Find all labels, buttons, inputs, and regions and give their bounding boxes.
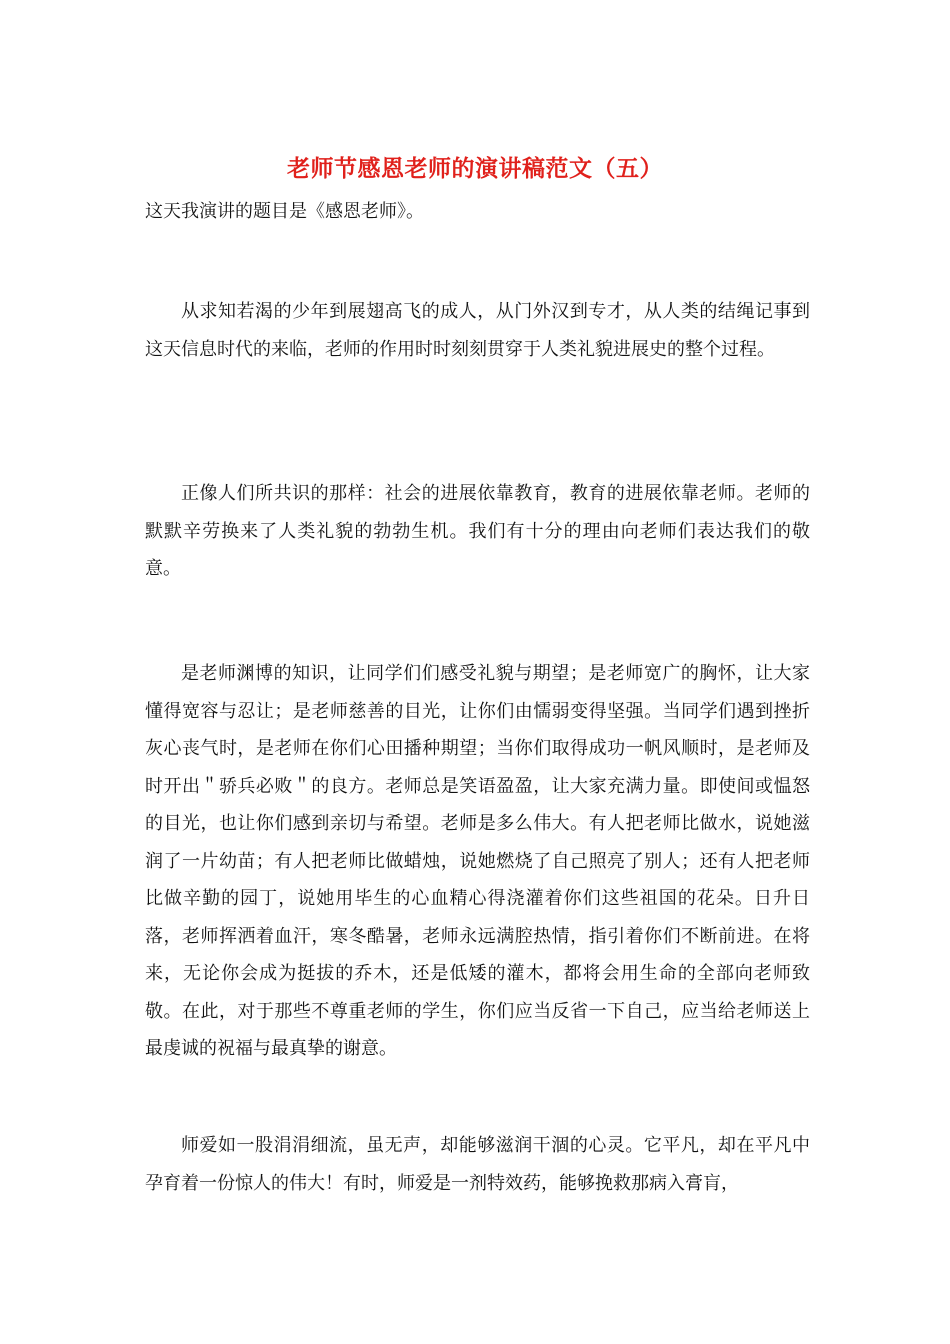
paragraph-4: 师爱如一股涓涓细流，虽无声，却能够滋润干涸的心灵。它平凡，却在平凡中孕育着一份惊人的伟大！有时，师爱是一剂特效药，能够挽救那病入膏肓， (145, 1135, 810, 1194)
paragraph-2: 正像人们所共识的那样：社会的进展依靠教育，教育的进展依靠老师。老师的默默辛劳换来了人类礼貌的勃勃生机。我们有十分的理由向老师们表达我们的敬意。 (145, 483, 810, 579)
document-title: 老师节感恩老师的演讲稿范文（五） (287, 155, 663, 182)
intro-line: 这天我演讲的题目是《感恩老师》。 (145, 201, 424, 222)
paragraph-3: 是老师渊博的知识，让同学们们感受礼貌与期望；是老师宽广的胸怀，让大家懂得宽容与忍让；是老师慈善的目光，让你们由懦弱变得坚强。当同学们遇到挫折灰心丧气时，是老师在你们心田播种期望；当你们取得成功一帆风顺时，是老师及时开出＂骄兵必败＂的良方。老师总是笑语盈盈，让大家充满力量。即使间或愠怒的目光，也让你们感到亲切与希望。老师是多么伟大。有人把老师比做水，说她滋润了一片幼苗；有人把老师比做蜡烛，说她燃烧了自己照亮了别人；还有人把老师比做辛勤的园丁，说她用毕生的心血精心得浇灌着你们这些祖国的花朵。日升日落，老师挥洒着血汗，寒冬酷暑，老师永远满腔热情，指引着你们不断前进。在将来，无论你会成为挺拔的乔木，还是低矮的灌木，都将会用生命的全部向老师致敬。在此，对于那些不尊重老师的学生，你们应当反省一下自己，应当给老师送上最虔诚的祝福与最真挚的谢意。 (145, 663, 810, 1059)
paragraph-1: 从求知若渴的少年到展翅高飞的成人，从门外汉到专才，从人类的结绳记事到这天信息时代的来临，老师的作用时时刻刻贯穿于人类礼貌进展史的整个过程。 (145, 301, 810, 360)
